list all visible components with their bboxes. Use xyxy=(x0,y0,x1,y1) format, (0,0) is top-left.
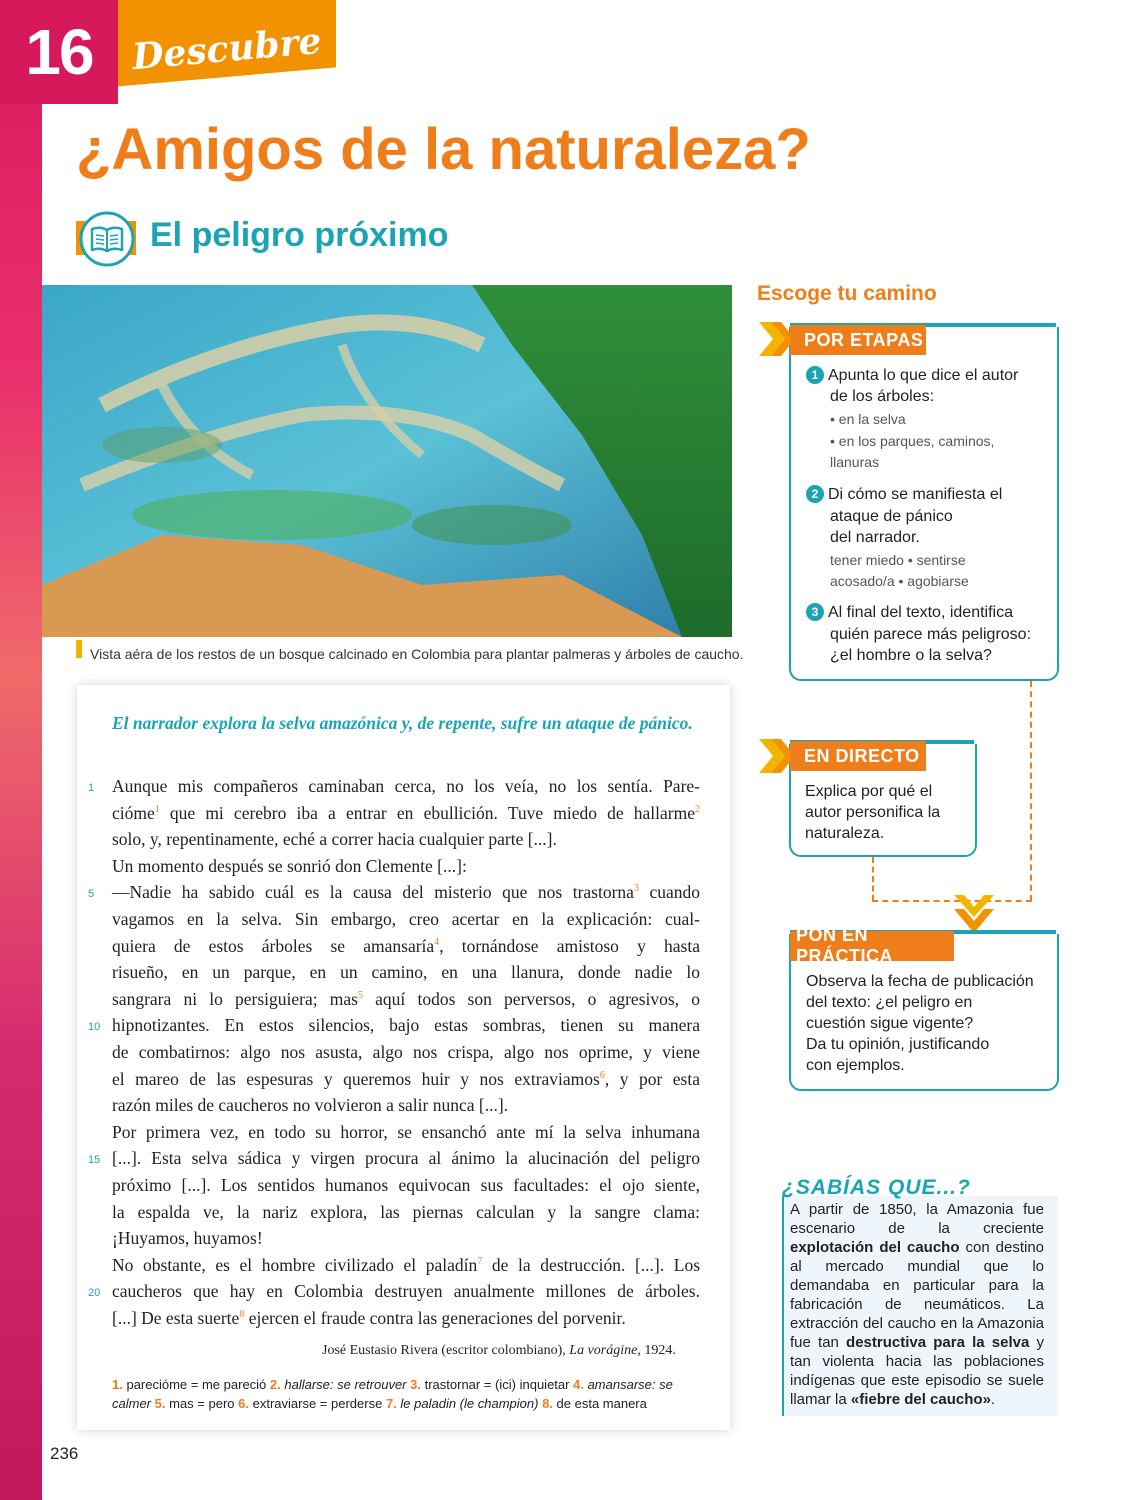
footnote-text: mas = pero xyxy=(169,1396,235,1411)
footnote-text: extraviarse = perderse xyxy=(252,1396,383,1411)
reading-line: próximo [...]. Los sentidos humanos equivocan sus facultades: el ojo siente, xyxy=(112,1175,700,1195)
step-text: de los árboles: xyxy=(830,388,935,405)
reading-line: quiera de estos árboles se amansaría$^4$, tornándose amistoso y hasta xyxy=(112,936,700,956)
reading-line: caucheros que hay en Colombia destruyen anualmente millones de árboles. xyxy=(112,1281,700,1301)
fact-text: . xyxy=(990,1391,996,1408)
reading-line: [...]. Esta selva sádica y virgen procura al ánimo la alucinación del peligro xyxy=(112,1148,700,1168)
step-text: Al final del texto, identifica xyxy=(828,604,1013,621)
footnote-number: 6. xyxy=(238,1396,249,1411)
reading-line: cióme$^1$ que mi cerebro iba a entrar en ebullición. Tuve miedo de hallarme$^2$ xyxy=(112,803,700,823)
page-title: ¿Amigos de la naturaleza? xyxy=(76,117,811,182)
reading-line: el mareo de las espesuras y queremos huir y nos extraviamos$^6$, y por esta xyxy=(112,1069,700,1089)
reading-line: hipnotizantes. En estos silencios, bajo estas sombras, tienen su manera xyxy=(112,1015,700,1035)
fact-text: y tan violenta hacia las poblaciones indígenas que este episodio se suele llamar la xyxy=(790,1334,1044,1408)
section-subtitle: El peligro próximo xyxy=(150,216,449,254)
reading-line: ¡Huyamos, huyamos! xyxy=(112,1228,263,1248)
chevron-down-icon xyxy=(952,893,996,935)
line-number: 10 xyxy=(88,1021,101,1033)
step-2 xyxy=(806,484,1051,505)
left-decorative-strip xyxy=(0,0,42,1500)
footnote-number: 7. xyxy=(385,1396,397,1411)
step-text: Apunta lo que dice el autor xyxy=(828,367,1019,384)
reading-line: [...] De esta suerte$^8$ ejercen el fraude contra las generaciones del porvenir. xyxy=(112,1308,626,1328)
book-icon xyxy=(78,210,136,268)
step-1 xyxy=(806,365,1051,386)
footnote-number: 2. xyxy=(269,1377,281,1392)
pon-en-practica-label: PON EN PRÁCTICA xyxy=(790,931,954,961)
footnote-number: 4. xyxy=(573,1377,584,1392)
footnote-text: trastornar = (ici) inquietar xyxy=(424,1377,570,1392)
source-citation xyxy=(322,1343,676,1359)
reading-line: Aunque mis compañeros caminaban cerca, no los veía, no los sentía. Pare- xyxy=(112,776,700,796)
footnote-text: le paladin (le champion) xyxy=(400,1396,539,1411)
footnote-number: 1. xyxy=(112,1377,123,1392)
forest-aerial-photo xyxy=(42,285,732,637)
step-hint: acosado/a • agobiarse xyxy=(830,573,969,589)
reading-line: de combatirnos: algo nos asusta, algo nos crispa, algo nos oprime, y viene xyxy=(112,1042,700,1062)
reading-line: Un momento después se sonrió don Clemente [...]: xyxy=(112,856,467,876)
step-text: ¿el hombre o la selva? xyxy=(830,647,992,664)
reading-line: sangrara ni lo persiguiera; mas$^5$ aquí todos son perversos, o agresivos, o xyxy=(112,989,700,1009)
footnote-text: parecióme = me pareció xyxy=(126,1377,267,1392)
fact-text: A partir de 1850, la Amazonia fue escenario de la creciente xyxy=(790,1201,1044,1237)
sidebar-heading: Escoge tu camino xyxy=(757,282,937,305)
fact-text: con destino al mercado mundial que lo demandaba en particular para la fabricación de neumáticos. La extracción del caucho en la Amazonia fue tan xyxy=(790,1239,1045,1351)
footnote-number: 5. xyxy=(154,1396,166,1411)
step-number: 3 xyxy=(806,603,824,621)
reading-line: Por primera vez, en todo su horror, se ensanchó ante mí la selva inhumana xyxy=(112,1122,700,1142)
step-number: 2 xyxy=(806,485,824,503)
step-text: ataque de pánico xyxy=(830,508,953,525)
reading-line: vagamos en la selva. Sin embargo, creo acertar en la explicación: cual- xyxy=(112,909,700,929)
photo-caption: Vista aéra de los restos de un bosque calcinado en Colombia para plantar palmeras y árboles de caucho. xyxy=(90,646,744,662)
reading-line: risueño, en un parque, en un camino, en una llanura, donde nadie lo xyxy=(112,962,700,982)
step-hint: llanuras xyxy=(830,454,880,470)
fact-highlight: «fiebre del caucho» xyxy=(850,1391,991,1408)
path-connector xyxy=(872,857,874,901)
en-directo-text: Explica por qué el xyxy=(805,783,933,800)
caption-marker xyxy=(76,640,82,658)
footnote-text: de esta manera xyxy=(556,1396,647,1411)
step-hint: tener miedo • sentirse xyxy=(830,552,966,568)
step-text: Di cómo se manifiesta el xyxy=(828,486,1003,503)
section-label: Descubre xyxy=(130,19,324,79)
pon-en-practica-text: Observa la fecha de publicación xyxy=(806,973,1034,990)
page-number: 236 xyxy=(50,1444,79,1463)
unit-number: 16 xyxy=(0,0,118,104)
fact-highlight: explotación del caucho xyxy=(790,1239,960,1256)
line-number: 5 xyxy=(88,888,95,900)
por-etapas-label: POR ETAPAS xyxy=(790,325,926,355)
step-3 xyxy=(806,602,1051,623)
sabias-que-text xyxy=(790,1200,1044,1409)
en-directo-text: autor personifica la xyxy=(805,804,941,821)
source-year: , 1924. xyxy=(637,1343,676,1358)
path-connector xyxy=(1030,681,1032,901)
step-hint: • en los parques, caminos, xyxy=(830,433,995,449)
source-author: José Eustasio Rivera (escritor colombiano), xyxy=(322,1343,570,1358)
footnote-number: 3. xyxy=(410,1377,421,1392)
footnote-text: hallarse: se retrouver xyxy=(284,1377,407,1392)
step-hint: • en la selva xyxy=(830,411,906,427)
reading-line: la espalda ve, la nariz explora, las piernas calculan y la sangre clama: xyxy=(112,1202,700,1222)
line-number: 1 xyxy=(88,782,95,794)
reading-line: No obstante, es el hombre civilizado el paladín$^7$ de la destrucción. [...]. Los xyxy=(112,1255,701,1275)
step-text: del narrador. xyxy=(830,529,920,546)
footnote-text: amansarse: se calmer xyxy=(112,1377,673,1411)
reading-intro: El narrador explora la selva amazónica y, de repente, sufre un ataque de pánico. xyxy=(112,713,693,733)
pon-en-practica-text: cuestión sigue vigente? xyxy=(806,1015,974,1032)
step-text: quién parece más peligroso: xyxy=(830,626,1032,643)
reading-line: solo, y, repentinamente, eché a correr hacia cualquier parte [...]. xyxy=(112,829,557,849)
pon-en-practica-text: Da tu opinión, justificando xyxy=(806,1036,990,1053)
pon-en-practica-text: del texto: ¿el peligro en xyxy=(806,994,973,1011)
en-directo-text: naturaleza. xyxy=(805,825,885,842)
pon-en-practica-text: con ejemplos. xyxy=(806,1057,905,1074)
reading-line: —Nadie ha sabido cuál es la causa del misterio que nos trastorna$^3$ cuando xyxy=(112,882,700,902)
line-number: 15 xyxy=(88,1154,101,1166)
en-directo-label: EN DIRECTO xyxy=(790,741,926,771)
step-number: 1 xyxy=(806,366,824,384)
footnotes xyxy=(112,1375,702,1413)
reading-line: razón miles de caucheros no volvieron a salir nunca [...]. xyxy=(112,1095,509,1115)
line-number: 20 xyxy=(88,1287,101,1299)
fact-highlight: destructiva para la selva xyxy=(846,1334,1030,1351)
sabias-que-title: ¿SABÍAS QUE...? xyxy=(782,1176,971,1199)
source-work: La vorágine xyxy=(569,1343,638,1358)
footnote-number: 8. xyxy=(542,1396,553,1411)
